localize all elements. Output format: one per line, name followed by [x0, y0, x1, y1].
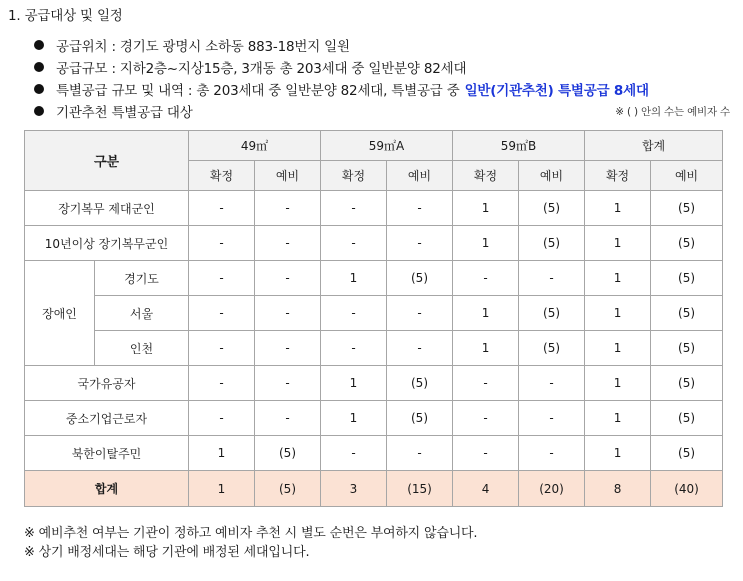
header-type-59b: 59㎡B	[453, 131, 585, 161]
total-cell: (5)	[255, 471, 321, 507]
table-cell: 1	[585, 296, 651, 331]
table-cell: -	[189, 191, 255, 226]
total-row	[25, 471, 723, 507]
table-cell: -	[321, 436, 387, 471]
footnote: ※ 상기 배정세대는 해당 기관에 배정된 세대입니다.	[24, 545, 310, 560]
header-confirmed: 확정	[453, 161, 519, 191]
table-cell: -	[387, 436, 453, 471]
table-row	[25, 331, 723, 366]
table-cell: (5)	[387, 366, 453, 401]
table-cell: 1	[585, 226, 651, 261]
total-cell: (20)	[519, 471, 585, 507]
header-confirmed: 확정	[321, 161, 387, 191]
table-row	[25, 401, 723, 436]
allocation-table	[24, 130, 723, 507]
bullet-special-supply	[34, 78, 734, 100]
row-label: 중소기업근로자	[25, 401, 189, 436]
table-cell: (5)	[651, 436, 723, 471]
header-reserve: 예비	[651, 161, 723, 191]
table-cell: (5)	[651, 366, 723, 401]
bullet-dot-icon	[34, 62, 44, 72]
table-cell: (5)	[387, 261, 453, 296]
total-cell: 1	[189, 471, 255, 507]
table-cell: (5)	[651, 331, 723, 366]
total-cell: 4	[453, 471, 519, 507]
table-cell: -	[321, 331, 387, 366]
table-cell: -	[453, 436, 519, 471]
table-cell: -	[255, 261, 321, 296]
table-cell: (5)	[651, 261, 723, 296]
table-cell: -	[255, 226, 321, 261]
table-cell: 1	[321, 401, 387, 436]
table-cell: -	[255, 191, 321, 226]
highlight-text: 일반(기관추천) 특별공급 8세대	[464, 83, 649, 99]
table-cell: (5)	[519, 226, 585, 261]
table-cell: (5)	[255, 436, 321, 471]
table-cell: (5)	[651, 296, 723, 331]
table-cell: (5)	[519, 331, 585, 366]
header-confirmed: 확정	[189, 161, 255, 191]
table-cell: (5)	[651, 226, 723, 261]
table-cell: -	[189, 261, 255, 296]
bullet-location	[34, 34, 734, 56]
table-row	[25, 366, 723, 401]
bullet-dot-icon	[34, 40, 44, 50]
table-cell: -	[255, 296, 321, 331]
table-cell: -	[321, 226, 387, 261]
table-cell: 1	[585, 331, 651, 366]
row-label: 서울	[95, 296, 189, 331]
table-cell: -	[387, 296, 453, 331]
total-label: 합계	[25, 471, 189, 507]
table-cell: -	[519, 436, 585, 471]
total-cell: 8	[585, 471, 651, 507]
table-cell: 1	[453, 226, 519, 261]
table-cell: -	[453, 401, 519, 436]
footnotes	[24, 524, 477, 562]
table-cell: 1	[585, 436, 651, 471]
table-cell: 1	[321, 366, 387, 401]
header-reserve: 예비	[387, 161, 453, 191]
table-row	[25, 226, 723, 261]
total-cell: (40)	[651, 471, 723, 507]
total-cell: (15)	[387, 471, 453, 507]
table-cell: -	[321, 296, 387, 331]
header-type-59a: 59㎡A	[321, 131, 453, 161]
group-label: 장애인	[25, 261, 95, 366]
footnote: ※ 예비추천 여부는 기관이 정하고 예비자 추천 시 별도 순번은 부여하지 않습니다.	[24, 526, 478, 541]
total-cell: 3	[321, 471, 387, 507]
table-cell: -	[255, 401, 321, 436]
table-cell: -	[189, 401, 255, 436]
table-cell: -	[519, 366, 585, 401]
table-row	[25, 296, 723, 331]
table-cell: -	[189, 226, 255, 261]
header-total: 합계	[585, 131, 723, 161]
table-cell: (5)	[651, 401, 723, 436]
table-cell: 1	[585, 401, 651, 436]
table-cell: (5)	[519, 191, 585, 226]
row-label: 10년이상 장기복무군인	[25, 226, 189, 261]
table-cell: 1	[453, 191, 519, 226]
table-cell: -	[519, 401, 585, 436]
bullet-text: 공급규모 : 지하2층~지상15층, 3개동 총 203세대 중 일반분양 82세대	[56, 61, 467, 77]
table-cell: 1	[585, 191, 651, 226]
reserve-note: ※ ( ) 안의 수는 예비자 수	[615, 105, 730, 118]
table-cell: 1	[585, 366, 651, 401]
table-cell: -	[453, 366, 519, 401]
header-reserve: 예비	[255, 161, 321, 191]
table-cell: -	[189, 296, 255, 331]
table-cell: -	[453, 261, 519, 296]
bullet-target	[34, 100, 734, 122]
row-label: 경기도	[95, 261, 189, 296]
table-cell: (5)	[387, 401, 453, 436]
table-cell: -	[255, 331, 321, 366]
bullet-dot-icon	[34, 84, 44, 94]
table-cell: -	[387, 331, 453, 366]
header-category: 구분	[25, 131, 189, 191]
bullet-text: 기관추천 특별공급 대상	[56, 105, 193, 121]
row-label: 장기복무 제대군인	[25, 191, 189, 226]
header-type-49: 49㎡	[189, 131, 321, 161]
table-row	[25, 436, 723, 471]
table-cell: -	[189, 331, 255, 366]
table-cell: 1	[321, 261, 387, 296]
section-heading: 1. 공급대상 및 일정	[8, 8, 123, 24]
table-cell: (5)	[519, 296, 585, 331]
table-cell: 1	[585, 261, 651, 296]
table-cell: -	[387, 226, 453, 261]
bullet-scale	[34, 56, 734, 78]
row-label: 인천	[95, 331, 189, 366]
bullet-list	[34, 34, 734, 122]
table-cell: -	[189, 366, 255, 401]
bullet-text: 공급위치 : 경기도 광명시 소하동 883-18번지 일원	[56, 39, 350, 55]
table-cell: -	[321, 191, 387, 226]
table-cell: -	[519, 261, 585, 296]
bullet-text: 특별공급 규모 및 내역 : 총 203세대 중 일반분양 82세대, 특별공급 중	[56, 83, 460, 99]
table-cell: -	[387, 191, 453, 226]
row-label: 북한이탈주민	[25, 436, 189, 471]
table-row	[25, 191, 723, 226]
header-confirmed: 확정	[585, 161, 651, 191]
table-cell: 1	[453, 331, 519, 366]
table-cell: -	[255, 366, 321, 401]
header-reserve: 예비	[519, 161, 585, 191]
table-cell: 1	[189, 436, 255, 471]
row-label: 국가유공자	[25, 366, 189, 401]
table-row	[25, 261, 723, 296]
table-cell: 1	[453, 296, 519, 331]
table-cell: (5)	[651, 191, 723, 226]
bullet-dot-icon	[34, 106, 44, 116]
